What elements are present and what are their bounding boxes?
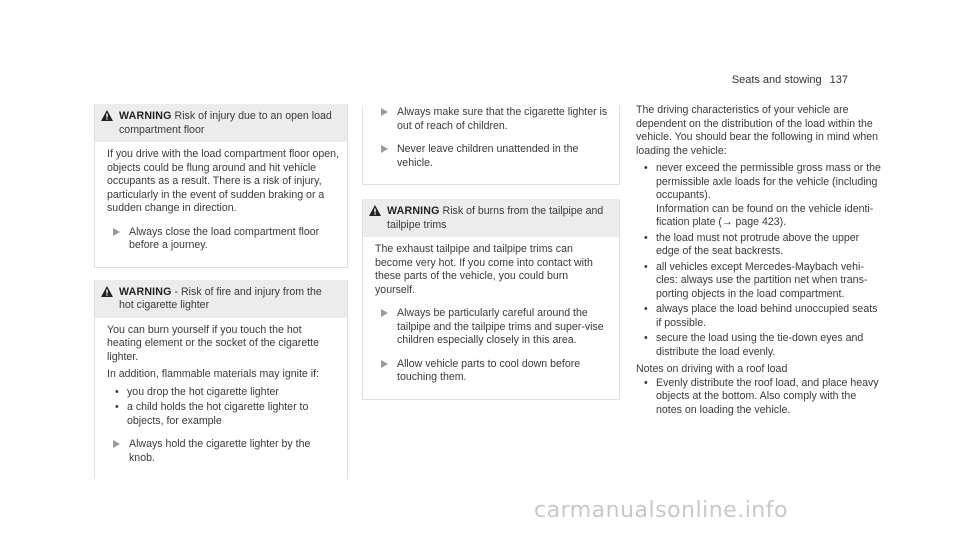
- warning-label: WARNING: [119, 110, 172, 122]
- list-item: • all vehicles except Mercedes-Maybach vehi-cles: always use the partition net when trans-porting objects in the load compartment.: [648, 261, 882, 302]
- action-item: [375, 106, 611, 133]
- section-title: Seats and stowing: [731, 74, 822, 86]
- warning-triangle-icon: [369, 205, 381, 216]
- action-item: [107, 226, 339, 253]
- warning-triangle-icon: [101, 286, 113, 297]
- warning-box-tailpipe: [362, 199, 620, 400]
- warning-header: [95, 104, 347, 142]
- column-1: [94, 104, 348, 479]
- action-item: [375, 307, 611, 348]
- page-header: [732, 74, 848, 88]
- list-item: • a child holds the hot cigarette lighter to objects, for example: [119, 401, 339, 428]
- list-item: • Evenly distribute the roof load, and place heavy objects at the bottom. Also comply with the notes on loading the vehicle.: [648, 377, 882, 418]
- action-text: Always be particularly careful around the tailpipe and the tailpipe trims and super-vise children especially closely in this area.: [397, 307, 604, 346]
- list-item-info: Information can be found on the vehicle identi-fication plate (→ page 423).: [656, 202, 874, 228]
- warning-box-floor: [94, 104, 348, 268]
- list-item: • secure the load using the tie-down eyes and distribute the load evenly.: [648, 332, 882, 359]
- warning-box-lighter: [94, 280, 348, 480]
- list-item: [648, 162, 882, 230]
- warning-label: WARNING: [119, 285, 172, 298]
- arrow-icon: [113, 228, 120, 236]
- warning-title: - Risk of fire and injury from the hot cigarette lighter: [119, 285, 322, 311]
- action-text: Allow vehicle parts to cool down before touching them.: [397, 357, 581, 383]
- action-text: Always hold the cigarette lighter by the knob.: [129, 438, 311, 464]
- arrow-icon: [381, 309, 388, 317]
- action-text: Always make sure that the cigarette lighter is out of reach of children.: [397, 106, 608, 132]
- warning-header: [95, 280, 347, 318]
- warning-title: Risk of injury due to an open load compartment floor: [119, 110, 332, 136]
- warning-title: Risk of burns from the tailpipe and tailpipe trims: [387, 205, 604, 231]
- action-box: [362, 106, 620, 185]
- list-item: • the load must not protrude above the upper edge of the seat backrests.: [648, 232, 882, 259]
- intro-paragraph: The driving characteristics of your vehicle are dependent on the distribution of the load within the vehicle. You should bear the following in mind when loading the vehicle:: [636, 104, 879, 157]
- warning-triangle-icon: [101, 110, 113, 121]
- roof-load-heading: Notes on driving with a roof load: [636, 363, 788, 375]
- action-item: [375, 358, 611, 385]
- roof-load-list: [636, 377, 882, 418]
- arrow-icon: [381, 145, 388, 153]
- warning-body: If you drive with the load compartment floor open, objects could be flung around and hit vehicle occupants as a result. There is a risk of injury, particularly in the event of sudden braking or a sudden change in direction.: [107, 148, 340, 214]
- warning-body: You can burn yourself if you touch the hot heating element or the socket of the cigarette lighter.: [107, 323, 320, 363]
- arrow-icon: [113, 440, 120, 448]
- list-item: • always place the load behind unoccupied seats if possible.: [648, 303, 882, 330]
- column-3: [636, 104, 882, 421]
- warning-header: [363, 199, 619, 237]
- action-item: [375, 143, 611, 170]
- warning-label: WARNING: [387, 205, 440, 217]
- arrow-icon: [381, 108, 388, 116]
- action-text: Never leave children unattended in the vehicle.: [397, 143, 579, 169]
- arrow-icon: [381, 360, 388, 368]
- page-number: 137: [829, 74, 848, 86]
- list-item-text: never exceed the permissible gross mass or the permissible axle loads for the vehicle (including occupants).: [656, 162, 881, 201]
- action-item: [107, 438, 339, 465]
- loading-list: [636, 162, 882, 359]
- watermark: carmanualsonline.info: [534, 498, 788, 523]
- column-2: [362, 104, 620, 400]
- action-text: Always close the load compartment floor before a journey.: [129, 225, 320, 251]
- warning-body: In addition, flammable materials may ignite if:: [107, 368, 319, 380]
- warning-body: The exhaust tailpipe and tailpipe trims can become very hot. If you come into contact with these parts of the vehicle, you could burn yourself.: [375, 243, 593, 296]
- list-item: • you drop the hot cigarette lighter: [119, 386, 339, 400]
- bullet-list: [107, 386, 339, 429]
